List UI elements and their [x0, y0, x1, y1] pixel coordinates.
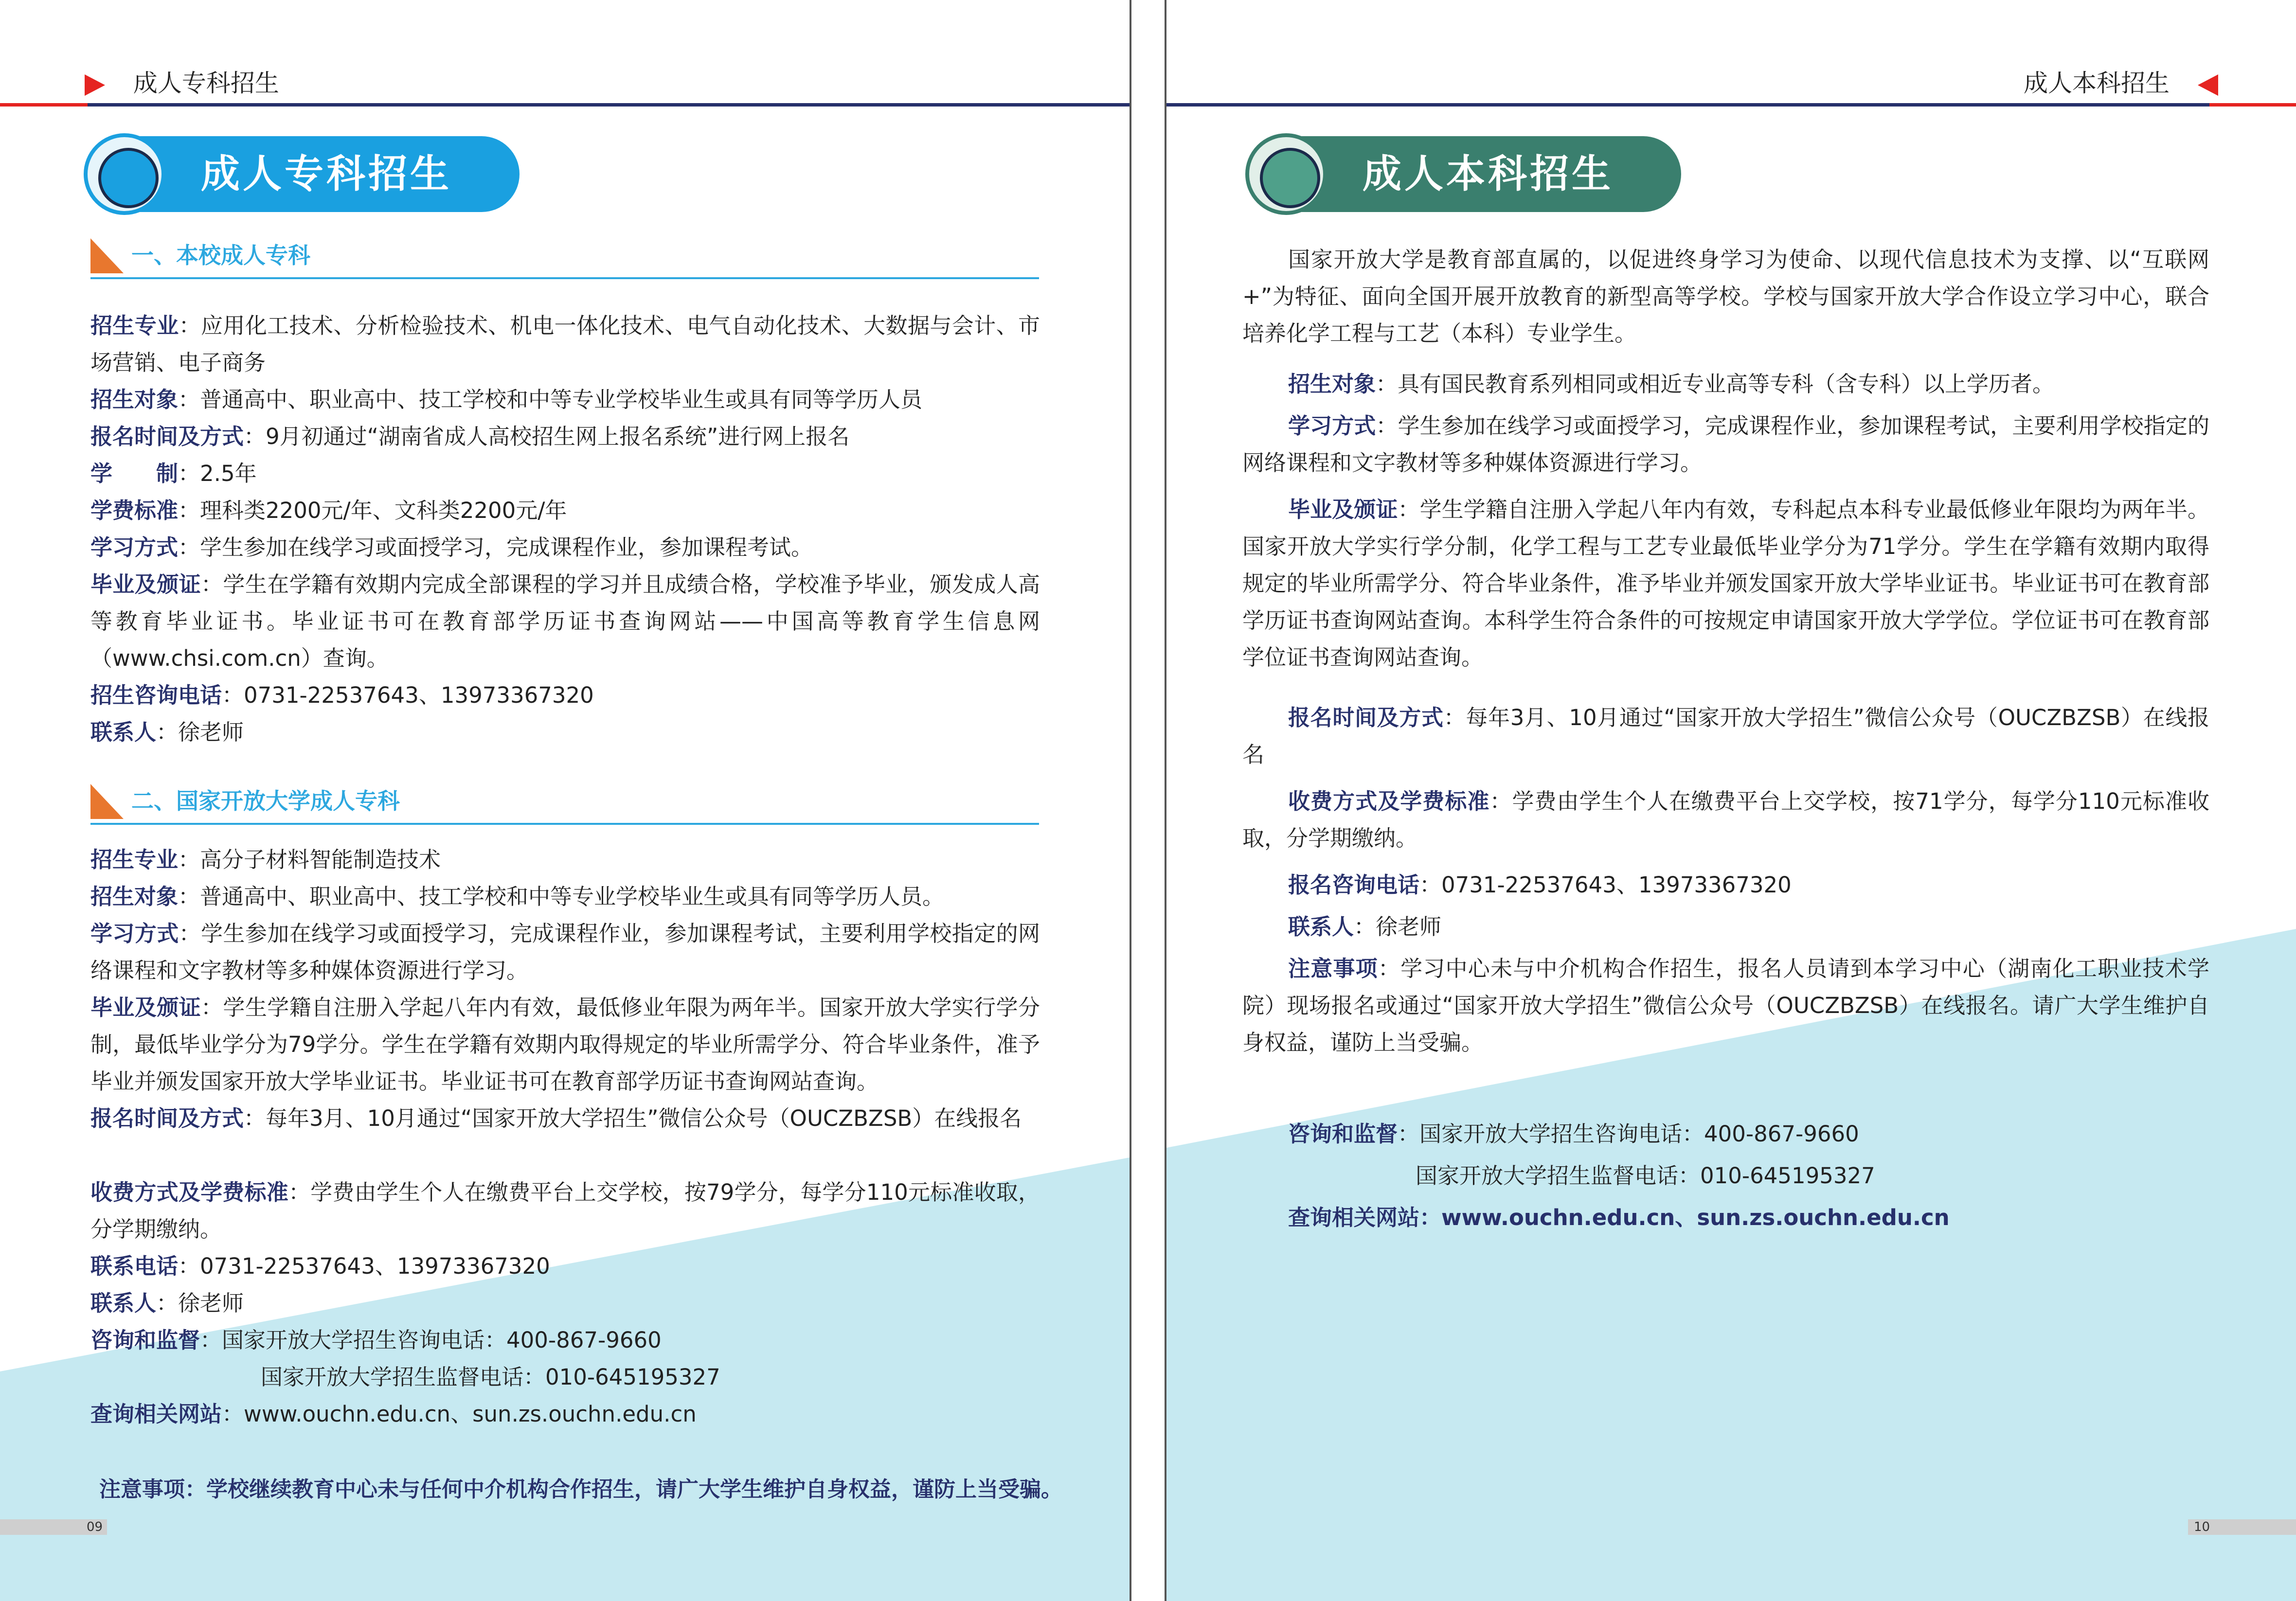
left-s1-line-major: 招生专业：应用化工技术、分析检验技术、机电一体化技术、电气自动化技术、大数据与会计、市场营销、电子商务: [90, 313, 1040, 375]
left-s2-line-websites: 查询相关网站：www.ouchn.edu.cn、sun.zs.ouchn.edu.cn: [90, 1401, 697, 1427]
section1-heading: 一、本校成人专科: [90, 238, 1039, 279]
right-page-number: 10: [2194, 1520, 2210, 1534]
right-line-websites: 查询相关网站：www.ouchn.edu.cn、sun.zs.ouchn.edu.cn: [1288, 1205, 1950, 1230]
orange-corner-icon: [90, 238, 124, 273]
left-notice: 注意事项：学校继续教育中心未与任何中介机构合作招生，请广大学生维护自身权益，谨防上当受骗。: [99, 1477, 1062, 1502]
right-line-register: 报名时间及方式：每年3月、10月通过“国家开放大学招生”微信公众号（OUCZBZSB）在线报名: [1242, 705, 2209, 767]
header-rule-navy: [1166, 103, 2209, 107]
orange-corner-icon: [90, 784, 124, 819]
right-line-target: 招生对象：具有国民教育系列相同或相近专业高等专科（含专科）以上学历者。: [1288, 371, 2055, 397]
left-s2-line-supervision: 咨询和监督：国家开放大学招生咨询电话：400-867-9660: [90, 1327, 662, 1353]
right-line-supervision: 咨询和监督：国家开放大学招生咨询电话：400-867-9660: [1288, 1121, 1859, 1147]
left-s2-line-major: 招生专业：高分子材料智能制造技术: [90, 847, 441, 872]
circle-badge-icon: [1245, 133, 1327, 215]
left-title-banner: [87, 136, 520, 212]
left-s1-line-fee: 学费标准：理科类2200元/年、文科类2200元/年: [90, 498, 567, 523]
section2-heading: 二、国家开放大学成人专科: [90, 784, 1039, 825]
right-line-fee: 收费方式及学费标准：学费由学生个人在缴费平台上交学校，按71学分，每学分110元标准收取，分学期缴纳。: [1242, 788, 2209, 851]
right-line-graduation: 毕业及颁证：学生学籍自注册入学起八年内有效，专科起点本科专业最低修业年限均为两年半。国家开放大学实行学分制，化学工程与工艺专业最低毕业学分为71学分。学生在学籍有效期内取得规定的毕业所需学分、符合毕业条件，准予毕业并颁发国家开放大学毕业证书。毕业证书可在教育部学历证书查询网站查询。本科学生符合条件的可按规定申请国家开放大学学位。学位证书可在教育部学位证书查询网站查询。: [1242, 497, 2209, 670]
left-running-header: 成人专科招生: [85, 66, 279, 100]
right-title-banner: [1248, 136, 1681, 212]
left-s2-line-target: 招生对象：普通高中、职业高中、技工学校和中等专业学校毕业生或具有同等学历人员。: [90, 884, 945, 909]
left-s1-line-register: 报名时间及方式：9月初通过“湖南省成人高校招生网上报名系统”进行网上报名: [90, 424, 850, 449]
left-page: [0, 0, 1131, 1601]
left-s1-line-duration: 学 制：2.5年: [90, 461, 257, 486]
right-line-study: 学习方式：学生参加在线学习或面授学习，完成课程作业，参加课程考试，主要利用学校指定的网络课程和文字教材等多种媒体资源进行学习。: [1242, 413, 2209, 476]
left-s1-line-contact: 联系人：徐老师: [90, 719, 244, 745]
left-banner-title: 成人专科招生: [201, 151, 452, 196]
circle-badge-icon: [84, 133, 165, 215]
left-s1-line-graduation: 毕业及颁证：学生在学籍有效期内完成全部课程的学习并且成绩合格，学校准予毕业，颁发成人高等教育毕业证书。毕业证书可在教育部学历证书查询网站——中国高等教育学生信息网（www.chsi.com.cn）查询。: [90, 571, 1040, 671]
right-line-supervision-phone: 国家开放大学招生监督电话：010-645195327: [1416, 1163, 1875, 1189]
left-s1-line-phone: 招生咨询电话：0731-22537643、13973367320: [90, 682, 594, 708]
left-s1-line-study: 学习方式：学生参加在线学习或面授学习，完成课程作业，参加课程考试。: [90, 534, 813, 560]
left-s2-line-graduation: 毕业及颁证：学生学籍自注册入学起八年内有效，最低修业年限为两年半。国家开放大学实行学分制，最低毕业学分为79学分。学生在学籍有效期内取得规定的毕业所需学分、符合毕业条件，准予毕业并颁发国家开放大学毕业证书。毕业证书可在教育部学历证书查询网站查询。: [90, 995, 1040, 1094]
left-s2-line-contact: 联系人：徐老师: [90, 1290, 244, 1316]
left-page-number: 09: [87, 1520, 103, 1534]
left-s2-line-phone: 联系电话：0731-22537643、13973367320: [90, 1253, 550, 1279]
red-arrow-left-icon: [2198, 74, 2218, 96]
left-s2-line-register: 报名时间及方式：每年3月、10月通过“国家开放大学招生”微信公众号（OUCZBZSB）在线报名: [90, 1105, 1022, 1131]
header-rule-red: [0, 103, 88, 107]
header-rule-navy: [88, 103, 1131, 107]
right-line-phone: 报名咨询电话：0731-22537643、13973367320: [1288, 872, 1792, 898]
right-line-contact: 联系人：徐老师: [1288, 914, 1442, 940]
header-rule-red: [2209, 103, 2296, 107]
red-arrow-right-icon: [85, 74, 105, 96]
right-running-header: 成人本科招生: [2024, 66, 2218, 100]
right-line-notice: 注意事项：学习中心未与中介机构合作招生，报名人员请到本学习中心（湖南化工职业技术学院）现场报名或通过“国家开放大学招生”微信公众号（OUCZBZSB）在线报名。请广大学生维护自身权益，谨防上当受骗。: [1242, 956, 2209, 1055]
right-page: [1165, 0, 2296, 1601]
left-s2-line-supervision-phone: 国家开放大学招生监督电话：010-645195327: [261, 1364, 720, 1390]
left-s2-line-fee: 收费方式及学费标准：学费由学生个人在缴费平台上交学校，按79学分，每学分110元标准收取，分学期缴纳。: [90, 1179, 1040, 1242]
right-banner-title: 成人本科招生: [1363, 151, 1614, 196]
right-intro: 国家开放大学是教育部直属的，以促进终身学习为使命、以现代信息技术为支撑、以“互联网+”为特征、面向全国开展开放教育的新型高等学校。学校与国家开放大学合作设立学习中心，联合培养化学工程与工艺（本科）专业学生。: [1242, 247, 2209, 346]
left-s2-line-study: 学习方式：学生参加在线学习或面授学习，完成课程作业，参加课程考试，主要利用学校指定的网络课程和文字教材等多种媒体资源进行学习。: [90, 921, 1040, 983]
left-s1-line-target: 招生对象：普通高中、职业高中、技工学校和中等专业学校毕业生或具有同等学历人员: [90, 387, 923, 412]
